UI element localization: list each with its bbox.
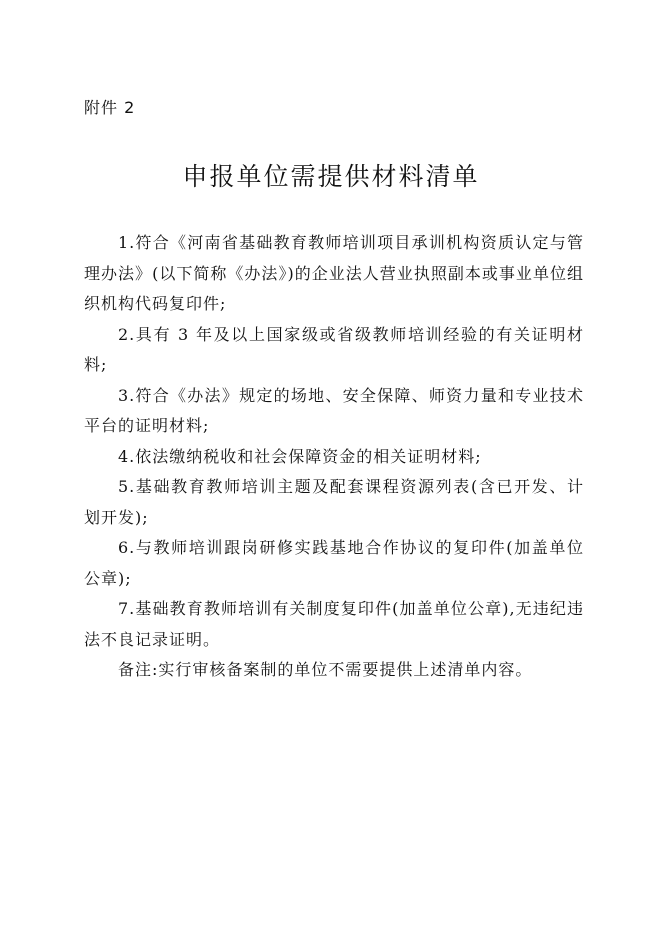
list-item-5: 5.基础教育教师培训主题及配套课程资源列表(含已开发、计划开发); (84, 477, 584, 527)
attachment-label: 附件 2 (84, 98, 136, 117)
list-item-6: 6.与教师培训跟岗研修实践基地合作协议的复印件(加盖单位公章); (84, 538, 584, 588)
list-item-3: 3.符合《办法》规定的场地、安全保障、师资力量和专业技术平台的证明材料; (84, 385, 584, 435)
list-item-7: 7.基础教育教师培训有关制度复印件(加盖单位公章),无违纪违法不良记录证明。 (84, 599, 584, 649)
document-title: 申报单位需提供材料清单 (182, 162, 480, 191)
materials-list (84, 228, 584, 686)
list-item-1: 1.符合《河南省基础教育教师培训项目承训机构资质认定与管理办法》(以下简称《办法》)的企业法人营业执照副本或事业单位组织机构代码复印件; (84, 233, 584, 313)
note: 备注:实行审核备案制的单位不需要提供上述清单内容。 (118, 660, 533, 679)
list-item-4: 4.依法缴纳税收和社会保障资金的相关证明材料; (118, 446, 482, 466)
list-item-2: 2.具有 3 年及以上国家级或省级教师培训经验的有关证明材料; (84, 324, 584, 374)
